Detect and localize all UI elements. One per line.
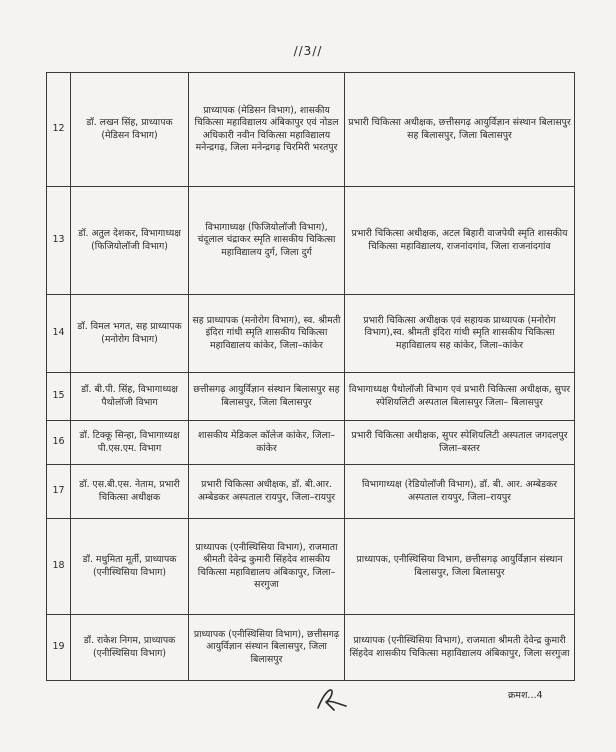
serial-number: 16 [47, 421, 71, 465]
serial-number: 19 [47, 615, 71, 681]
current-posting: विभागाध्यक्ष (फिजियोलॉजी विभाग), चंदूलाल चंद्राकर स्मृति शासकीय चिकित्सा महाविद्यालय दुर्ग, जिला दुर्ग [189, 187, 345, 295]
current-posting: प्राध्यापक (एनीस्थिसिया विभाग), राजमाता श्रीमती देवेन्द्र कुमारी सिंहदेव शासकीय चिकित्सा महाविद्यालय अंबिकापुर, जिला–सरगुजा [189, 519, 345, 615]
serial-number: 12 [47, 73, 71, 187]
serial-number: 14 [47, 295, 71, 373]
new-posting: प्रभारी चिकित्सा अधीक्षक, छत्तीसगढ़ आयुर्विज्ञान संस्थान बिलासपुर सह बिलासपुर, जिला बिलासपुर [345, 73, 575, 187]
signature-mark [312, 684, 352, 714]
new-posting: प्राध्यापक (एनीस्थिसिया विभाग), राजमाता श्रीमती देवेन्द्र कुमारी सिंहदेव शासकीय चिकित्सा महाविद्यालय अंबिकापुर, जिला सरगुजा [345, 615, 575, 681]
new-posting: प्रभारी चिकित्सा अधीक्षक एवं सहायक प्राध्यापक (मनोरोग विभाग),स्व. श्रीमती इंदिरा गांधी स्मृति शासकीय चिकित्सा महाविद्यालय सह कांकेर, जिला–कांकेर [345, 295, 575, 373]
officer-name: डॉ. टिक्कू सिन्हा, विभागाध्यक्ष पी.एस.एम. विभाग [71, 421, 189, 465]
current-posting: सह प्राध्यापक (मनोरोग विभाग), स्व. श्रीमती इंदिरा गांधी स्मृति शासकीय चिकित्सा महाविद्यालय कांकेर, जिला–कांकेर [189, 295, 345, 373]
serial-number: 15 [47, 373, 71, 421]
table-row [47, 295, 575, 373]
officer-name: डॉ. अतुल देशकर, विभागाध्यक्ष (फिजियोलॉजी विभाग) [71, 187, 189, 295]
new-posting: प्राध्यापक, एनीस्थिसिया विभाग, छत्तीसगढ़ आयुर्विज्ञान संस्थान बिलासपुर, जिला बिलासपुर [345, 519, 575, 615]
current-posting: प्राध्यापक (मेडिसन विभाग), शासकीय चिकित्सा महाविद्यालय अंबिकापुर एवं नोडल अधिकारी नवीन चिकित्सा महाविद्यालय मनेन्द्रगढ़, जिला मनेन्द्रगढ़ चिरमिरी भरतपुर [189, 73, 345, 187]
table-row [47, 73, 575, 187]
serial-number: 13 [47, 187, 71, 295]
officer-name: डॉ. राकेश निगम, प्राध्यापक (एनीस्थिसिया विभाग) [71, 615, 189, 681]
officer-name: डॉ. मधुमिता मूर्ती, प्राध्यापक (एनीस्थिसिया विभाग) [71, 519, 189, 615]
officer-name: डॉ. लखन सिंह, प्राध्यापक (मेडिसन विभाग) [71, 73, 189, 187]
page-number-marker: //3// [293, 44, 323, 58]
new-posting: प्रभारी चिकित्सा अधीक्षक, सुपर स्पेशियलिटी अस्पताल जगदलपुर जिला–बस्तर [345, 421, 575, 465]
transfer-table [46, 72, 575, 681]
new-posting: विभागाध्यक्ष (रेडियोलॉजी विभाग), डॉ. बी. आर. अम्बेडकर अस्पताल रायपुर, जिला–रायपुर [345, 465, 575, 519]
table-row [47, 519, 575, 615]
officer-name: डॉ. बी.पी. सिंह, विभागाध्यक्ष पैथोलॉजी विभाग [71, 373, 189, 421]
table-row [47, 615, 575, 681]
current-posting: प्रभारी चिकित्सा अधीक्षक, डॉ. बी.आर. अम्बेडकर अस्पताल रायपुर, जिला–रायपुर [189, 465, 345, 519]
table-row [47, 373, 575, 421]
officer-name: डॉ. एस.बी.एस. नेताम, प्रभारी चिकित्सा अधीक्षक [71, 465, 189, 519]
new-posting: प्रभारी चिकित्सा अधीक्षक, अटल बिहारी वाजपेयी स्मृति शासकीय चिकित्सा महाविद्यालय, राजनांदगांव, जिला राजनांदगांव [345, 187, 575, 295]
officer-name: डॉ. विमल भगत, सह प्राध्यापक (मनोरोग विभाग) [71, 295, 189, 373]
serial-number: 17 [47, 465, 71, 519]
current-posting: छत्तीसगढ़ आयुर्विज्ञान संस्थान बिलासपुर सह बिलासपुर, जिला बिलासपुर [189, 373, 345, 421]
current-posting: प्राध्यापक (एनीस्थिसिया विभाग), छत्तीसगढ़ आयुर्विज्ञान संस्थान बिलासपुर, जिला बिलासपुर [189, 615, 345, 681]
continued-note: क्रमश...4 [508, 690, 543, 701]
table-row [47, 187, 575, 295]
table-row [47, 421, 575, 465]
current-posting: शासकीय मेडिकल कॉलेज कांकेर, जिला–कांकेर [189, 421, 345, 465]
serial-number: 18 [47, 519, 71, 615]
table-row [47, 465, 575, 519]
new-posting: विभागाध्यक्ष पैथोलॉजी विभाग एवं प्रभारी चिकित्सा अधीक्षक, सुपर स्पेशियलिटी अस्पताल बिलासपुर जिला– बिलासपुर [345, 373, 575, 421]
